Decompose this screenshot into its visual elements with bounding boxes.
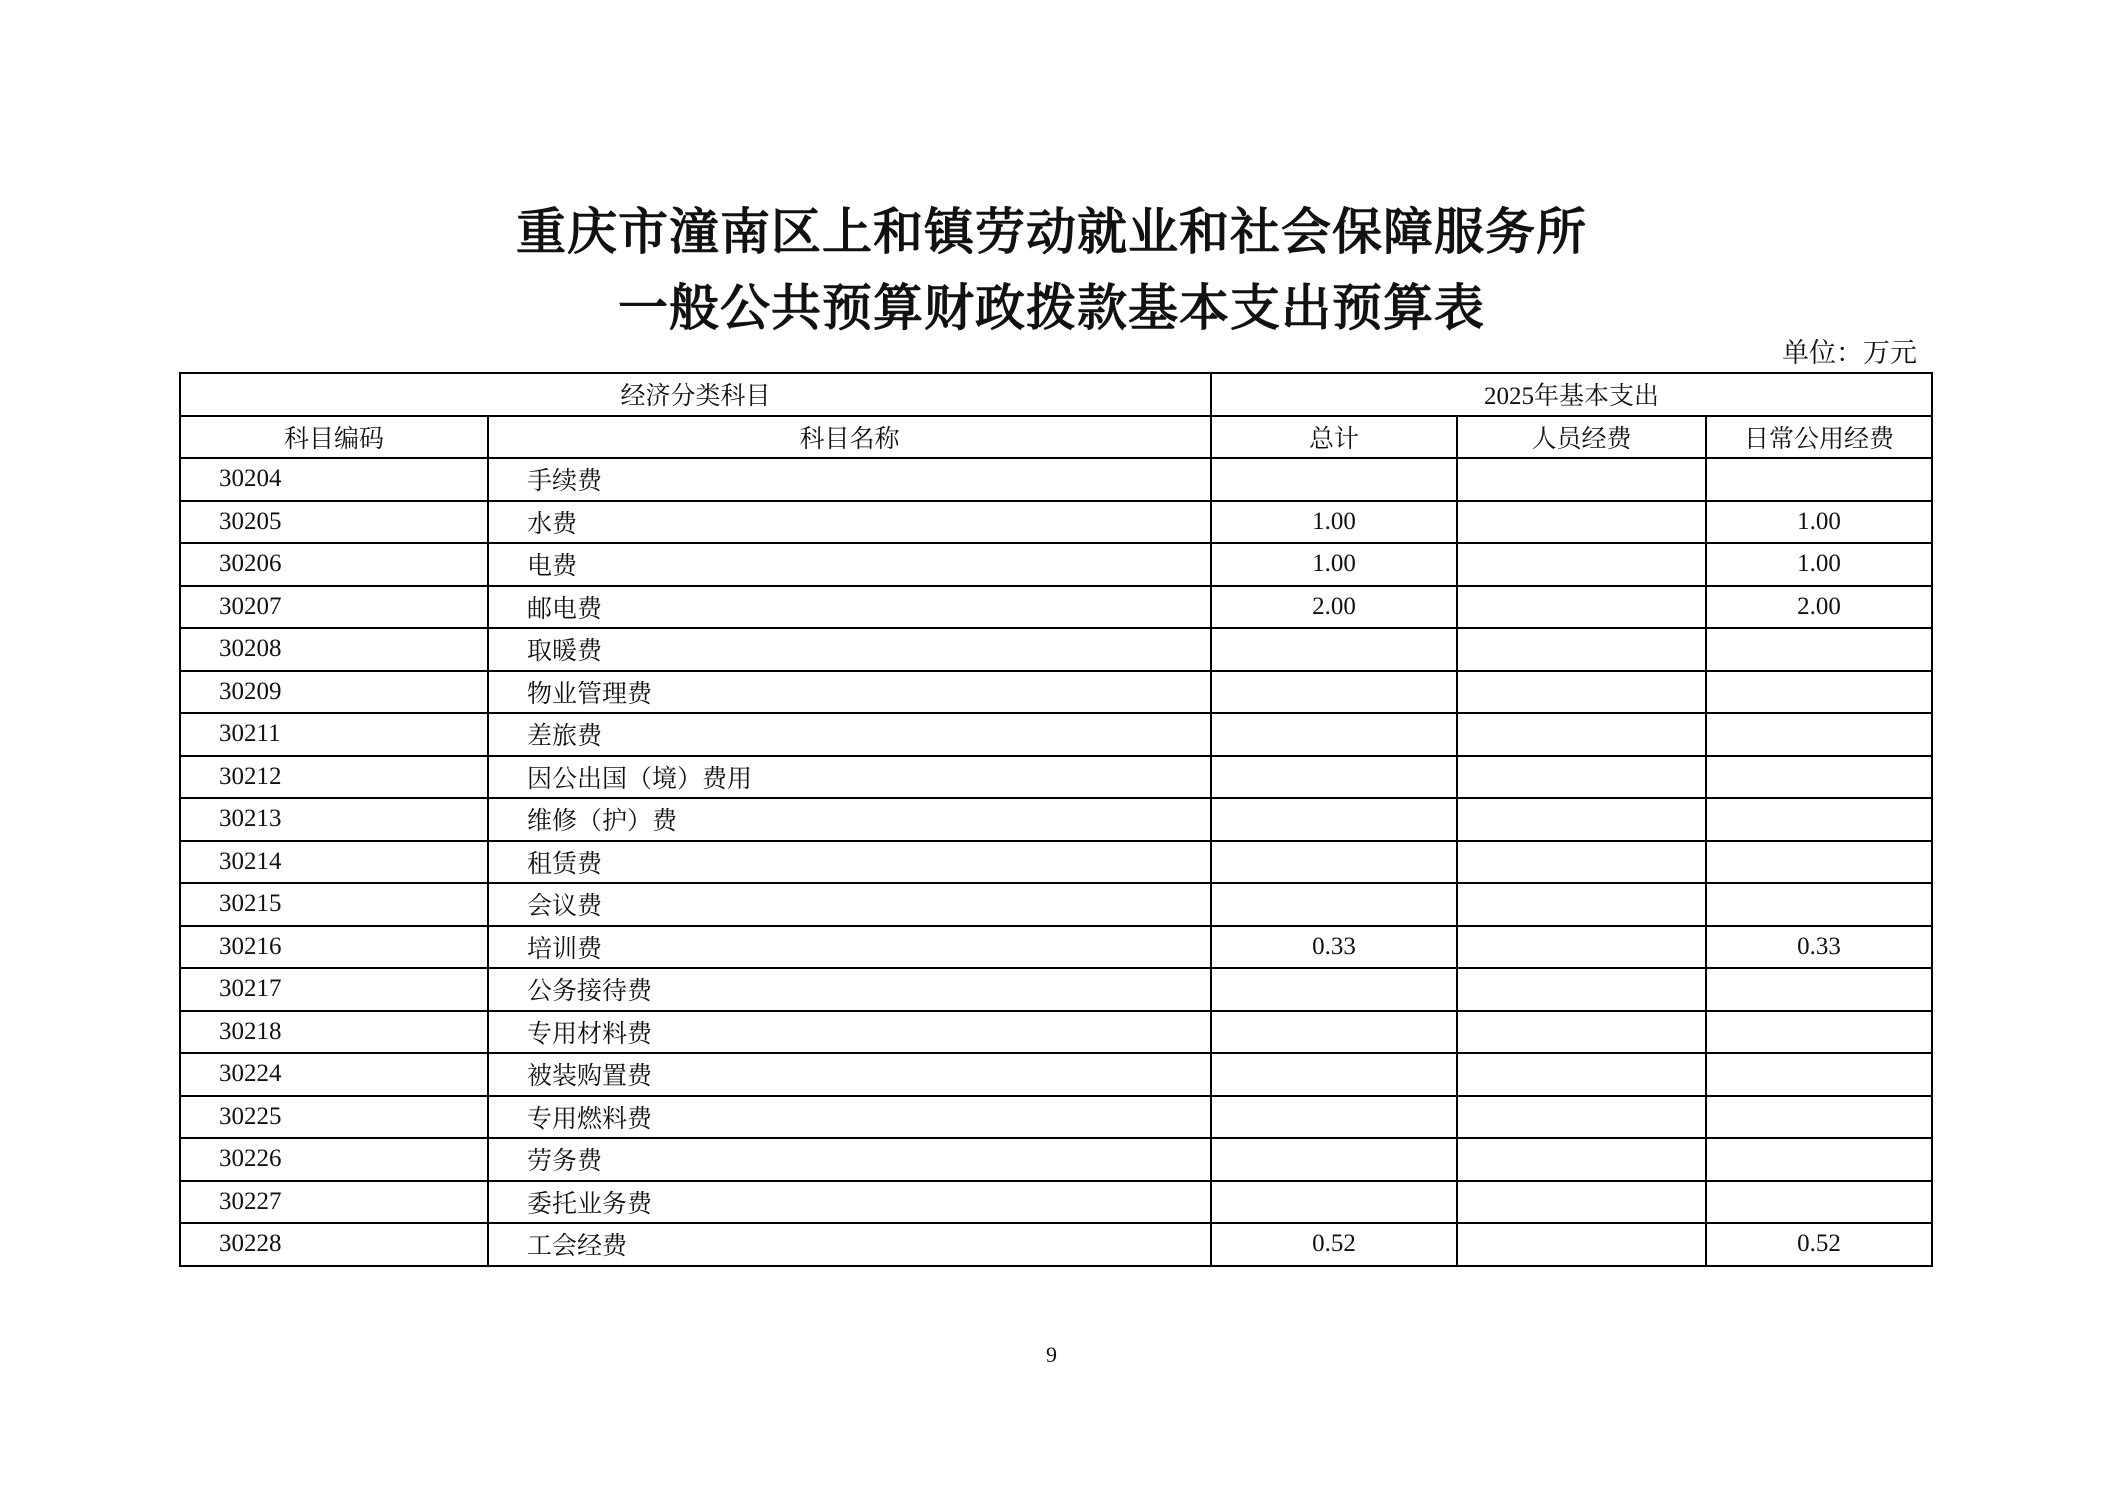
subject-code-cell: 30226 — [180, 1138, 488, 1181]
total-cell — [1211, 883, 1457, 926]
subject-name-cell: 手续费 — [488, 458, 1211, 501]
budget-table-body — [180, 373, 1932, 1266]
public-expense-cell — [1706, 883, 1932, 926]
subject-name-cell: 邮电费 — [488, 586, 1211, 629]
subject-name-cell: 专用燃料费 — [488, 1096, 1211, 1139]
table-row — [180, 628, 1932, 671]
table-row — [180, 798, 1932, 841]
public-expense-cell — [1706, 713, 1932, 756]
table-row — [180, 586, 1932, 629]
header-total: 总计 — [1211, 416, 1457, 459]
budget-table — [179, 372, 1933, 1267]
subject-code-cell: 30209 — [180, 671, 488, 714]
table-row — [180, 926, 1932, 969]
total-cell — [1211, 458, 1457, 501]
subject-name-cell: 水费 — [488, 501, 1211, 544]
total-cell — [1211, 713, 1457, 756]
table-row — [180, 1096, 1932, 1139]
public-expense-cell: 0.52 — [1706, 1223, 1932, 1266]
table-row — [180, 1138, 1932, 1181]
subject-name-cell: 电费 — [488, 543, 1211, 586]
table-row — [180, 713, 1932, 756]
personnel-expense-cell — [1457, 798, 1706, 841]
personnel-expense-cell — [1457, 501, 1706, 544]
total-cell — [1211, 628, 1457, 671]
total-cell: 1.00 — [1211, 501, 1457, 544]
subject-code-cell: 30204 — [180, 458, 488, 501]
table-row — [180, 1181, 1932, 1224]
title-line-1: 重庆市潼南区上和镇劳动就业和社会保障服务所 — [516, 202, 1587, 261]
total-cell — [1211, 841, 1457, 884]
personnel-expense-cell — [1457, 671, 1706, 714]
table-row — [180, 501, 1932, 544]
subject-code-cell: 30208 — [180, 628, 488, 671]
subject-name-cell: 培训费 — [488, 926, 1211, 969]
public-expense-cell — [1706, 1011, 1932, 1054]
personnel-expense-cell — [1457, 1096, 1706, 1139]
public-expense-cell — [1706, 1138, 1932, 1181]
total-cell: 1.00 — [1211, 543, 1457, 586]
total-cell — [1211, 1138, 1457, 1181]
subject-name-cell: 因公出国（境）费用 — [488, 756, 1211, 799]
personnel-expense-cell — [1457, 968, 1706, 1011]
subject-code-cell: 30214 — [180, 841, 488, 884]
subject-name-cell: 委托业务费 — [488, 1181, 1211, 1224]
table-row — [180, 1011, 1932, 1054]
personnel-expense-cell — [1457, 756, 1706, 799]
public-expense-cell — [1706, 1053, 1932, 1096]
public-expense-cell — [1706, 1181, 1932, 1224]
subject-code-cell: 30228 — [180, 1223, 488, 1266]
personnel-expense-cell — [1457, 586, 1706, 629]
header-row-columns — [180, 416, 1932, 459]
subject-code-cell: 30215 — [180, 883, 488, 926]
title-line-2: 一般公共预算财政拨款基本支出预算表 — [618, 278, 1485, 337]
subject-name-cell: 劳务费 — [488, 1138, 1211, 1181]
total-cell: 0.52 — [1211, 1223, 1457, 1266]
public-expense-cell — [1706, 968, 1932, 1011]
subject-code-cell: 30213 — [180, 798, 488, 841]
public-expense-cell — [1706, 841, 1932, 884]
subject-code-cell: 30212 — [180, 756, 488, 799]
subject-name-cell: 租赁费 — [488, 841, 1211, 884]
public-expense-cell — [1706, 798, 1932, 841]
personnel-expense-cell — [1457, 841, 1706, 884]
personnel-expense-cell — [1457, 1181, 1706, 1224]
personnel-expense-cell — [1457, 926, 1706, 969]
public-expense-cell: 0.33 — [1706, 926, 1932, 969]
subject-name-cell: 专用材料费 — [488, 1011, 1211, 1054]
table-row — [180, 841, 1932, 884]
personnel-expense-cell — [1457, 1223, 1706, 1266]
total-cell — [1211, 1011, 1457, 1054]
public-expense-cell — [1706, 628, 1932, 671]
public-expense-cell — [1706, 1096, 1932, 1139]
personnel-expense-cell — [1457, 543, 1706, 586]
subject-code-cell: 30225 — [180, 1096, 488, 1139]
table-row — [180, 671, 1932, 714]
public-expense-cell: 1.00 — [1706, 501, 1932, 544]
subject-name-cell: 会议费 — [488, 883, 1211, 926]
subject-name-cell: 被装购置费 — [488, 1053, 1211, 1096]
subject-code-cell: 30207 — [180, 586, 488, 629]
public-expense-cell: 2.00 — [1706, 586, 1932, 629]
personnel-expense-cell — [1457, 1053, 1706, 1096]
header-subject-code: 科目编码 — [180, 416, 488, 459]
page-number: 9 — [1046, 1342, 1057, 1367]
total-cell — [1211, 968, 1457, 1011]
subject-code-cell: 30218 — [180, 1011, 488, 1054]
subject-code-cell: 30224 — [180, 1053, 488, 1096]
total-cell — [1211, 798, 1457, 841]
subject-name-cell: 维修（护）费 — [488, 798, 1211, 841]
personnel-expense-cell — [1457, 713, 1706, 756]
public-expense-cell — [1706, 756, 1932, 799]
total-cell: 0.33 — [1211, 926, 1457, 969]
subject-name-cell: 取暖费 — [488, 628, 1211, 671]
total-cell: 2.00 — [1211, 586, 1457, 629]
header-subject-name: 科目名称 — [488, 416, 1211, 459]
subject-name-cell: 工会经费 — [488, 1223, 1211, 1266]
table-row — [180, 883, 1932, 926]
subject-name-cell: 差旅费 — [488, 713, 1211, 756]
personnel-expense-cell — [1457, 1138, 1706, 1181]
table-row — [180, 1053, 1932, 1096]
header-public-expense: 日常公用经费 — [1706, 416, 1932, 459]
table-row — [180, 1223, 1932, 1266]
total-cell — [1211, 1181, 1457, 1224]
header-row-group — [180, 373, 1932, 416]
personnel-expense-cell — [1457, 458, 1706, 501]
public-expense-cell — [1706, 458, 1932, 501]
public-expense-cell: 1.00 — [1706, 543, 1932, 586]
personnel-expense-cell — [1457, 883, 1706, 926]
personnel-expense-cell — [1457, 1011, 1706, 1054]
table-row — [180, 543, 1932, 586]
header-basic-expenditure: 2025年基本支出 — [1211, 373, 1932, 416]
header-economic-category: 经济分类科目 — [180, 373, 1211, 416]
subject-name-cell: 物业管理费 — [488, 671, 1211, 714]
header-personnel-expense: 人员经费 — [1457, 416, 1706, 459]
total-cell — [1211, 671, 1457, 714]
total-cell — [1211, 1096, 1457, 1139]
public-expense-cell — [1706, 671, 1932, 714]
total-cell — [1211, 1053, 1457, 1096]
subject-code-cell: 30227 — [180, 1181, 488, 1224]
subject-code-cell: 30216 — [180, 926, 488, 969]
subject-code-cell: 30217 — [180, 968, 488, 1011]
subject-code-cell: 30211 — [180, 713, 488, 756]
subject-code-cell: 30206 — [180, 543, 488, 586]
total-cell — [1211, 756, 1457, 799]
table-row — [180, 968, 1932, 1011]
table-row — [180, 458, 1932, 501]
table-row — [180, 756, 1932, 799]
subject-code-cell: 30205 — [180, 501, 488, 544]
personnel-expense-cell — [1457, 628, 1706, 671]
subject-name-cell: 公务接待费 — [488, 968, 1211, 1011]
unit-label: 单位：万元 — [1782, 338, 1917, 369]
